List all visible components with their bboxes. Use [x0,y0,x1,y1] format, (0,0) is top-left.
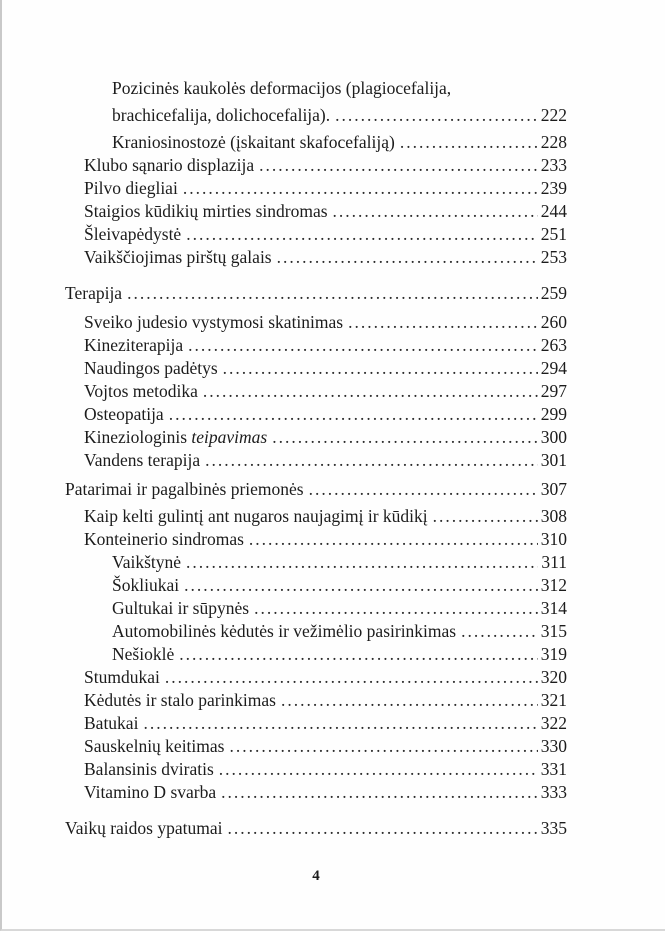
toc-entry-title [65,478,304,501]
toc-entry-title [84,505,428,528]
dot-leader [127,282,538,305]
toc-entry-page: 233 [540,155,567,175]
toc-entry-page: 320 [540,667,567,687]
dot-leader [229,735,537,758]
toc-entry-title [84,334,183,357]
dot-leader [169,403,538,426]
toc-entry-page: 319 [540,644,567,664]
toc-entry [65,200,567,223]
toc-entry-title-text: Kineziterapija [84,335,184,355]
toc-entry [65,505,567,528]
toc-entry-title [112,551,181,574]
toc-entry-page: 300 [540,427,567,447]
toc-entry-title [84,528,244,551]
toc-entry-title-text: Balansinis dviratis [84,759,214,779]
toc-entry-title [84,712,138,735]
toc-entry-title [84,758,214,781]
toc-entry-title [84,781,216,804]
toc-entry-page: 253 [540,247,567,267]
toc-entry-title [84,449,200,472]
dot-leader [281,689,538,712]
toc-entry [65,357,567,380]
toc-entry-title [84,177,178,200]
toc-entry [65,403,567,426]
toc-entry-title [112,131,395,154]
toc-entry [65,689,567,712]
toc-entry [65,104,567,127]
dot-leader [184,574,538,597]
dot-leader [219,758,538,781]
toc-entry [65,528,567,551]
toc-entry [65,380,567,403]
dot-leader [186,223,538,246]
toc-entry-page: 333 [540,782,567,802]
toc-entry-page: 310 [540,529,567,549]
toc-entry [65,334,567,357]
toc-entry-title-text: Vaikų raidos ypatumai [65,818,223,838]
dot-leader [183,177,538,200]
toc-entry-title-text: Vandens terapija [84,450,201,470]
toc-entry [65,712,567,735]
dot-leader [165,666,538,689]
toc-entry [65,282,567,305]
toc-entry-title [84,735,224,758]
toc-entry-page: 311 [541,552,567,572]
dot-leader [277,246,538,269]
toc-entry-title-text: Kėdutės ir stalo parinkimas [84,690,276,710]
toc-entry-title [84,426,267,449]
dot-leader [221,781,538,804]
dot-leader [223,357,538,380]
toc-entry-title [84,200,328,223]
toc-entry-page: 312 [540,575,567,595]
toc-entry-page: 260 [540,312,567,332]
toc-entry [65,758,567,781]
toc-entry-page: 294 [540,358,567,378]
dot-leader [143,712,537,735]
toc-entry [65,154,567,177]
toc-entry [65,426,567,449]
toc-entry-title-text: Pilvo diegliai [84,178,178,198]
toc-entry-title-text: Sauskelnių keitimas [84,736,225,756]
dot-leader [309,478,538,501]
toc-entry-title-text: Šleivapėdystė [84,224,182,244]
dot-leader [249,528,538,551]
toc-entry [65,223,567,246]
toc-entry-page: 251 [540,224,567,244]
toc-entry-page: 331 [540,759,567,779]
toc-entry [65,311,567,334]
toc-entry-title-text: Osteopatija [84,404,164,424]
toc-entry-title [84,311,343,334]
toc-entry-title-text: Automobilinės kėdutės ir vežimėlio pasirinkimas [112,621,457,641]
toc-entry-title-text: Kaip kelti gulintį ant nugaros naujagimį ir kūdikį [84,506,428,526]
toc-entry-page: 297 [540,381,567,401]
dot-leader [259,154,538,177]
toc-entry-title [84,223,181,246]
toc-entry-title [112,104,330,127]
toc-entry-page: 259 [540,283,567,303]
toc-entry-title [84,357,218,380]
dot-leader [205,449,538,472]
toc-entry [65,735,567,758]
toc-entry-page: 301 [540,450,567,470]
toc-entry-page: 308 [540,506,567,526]
toc-entry-title [84,154,254,177]
dot-leader [335,104,538,127]
dot-leader [272,426,538,449]
toc-entry-title [112,77,451,100]
toc-entry-title-text: Vojtos metodika [84,381,198,401]
dot-leader [227,817,537,840]
toc-entry-page: 315 [540,621,567,641]
toc-entry [65,246,567,269]
toc-entry-title [112,643,174,666]
toc-entry-title-text: Konteinerio sindromas [84,529,244,549]
toc-entry-page: 330 [540,736,567,756]
toc-entry-title-text: brachicefalija, dolichocefalija). [112,105,331,125]
toc-entry-title [84,246,272,269]
toc-entry-title [65,817,222,840]
toc-entry [65,781,567,804]
toc-entry-page: 239 [540,178,567,198]
dot-leader [188,334,538,357]
toc-entry-title-text: Vitamino D svarba [84,782,217,802]
toc-entry [65,551,567,574]
toc-entry-title-text: Kineziologinis [84,427,192,447]
toc-entry-title-text: Stumdukai [84,667,160,687]
dot-leader [433,505,538,528]
toc-entry-title [112,597,249,620]
toc-entry-title-text: Nešioklė [112,644,175,664]
toc-entry-title-text: Sveiko judesio vystymosi skatinimas [84,312,344,332]
toc-entry-page: 307 [540,479,567,499]
toc-entry-title [84,403,164,426]
toc-entry [65,177,567,200]
toc-entry-title-italic: teipavimas [191,427,268,447]
dot-leader [400,131,538,154]
toc-entry [65,574,567,597]
toc-entry [65,478,567,501]
toc-entry-page: 321 [540,690,567,710]
toc-entry [65,77,567,100]
toc-entry-page: 244 [540,201,567,221]
toc-entry-page: 335 [540,818,567,838]
page-number: 4 [312,868,320,884]
toc-list [65,0,567,840]
toc-entry [65,666,567,689]
toc-entry-title [84,689,276,712]
toc-entry-page: 228 [540,132,567,152]
dot-leader [254,597,538,620]
toc-entry-title-text: Patarimai ir pagalbinės priemonės [65,479,304,499]
toc-entry [65,131,567,154]
toc-entry-title [65,282,122,305]
toc-entry-title-text: Klubo sąnario displazija [84,155,255,175]
toc-entry [65,449,567,472]
toc-entry-page: 322 [540,713,567,733]
toc-entry [65,620,567,643]
toc-entry-title [84,380,198,403]
toc-entry-title-text: Terapija [65,283,123,303]
dot-leader [461,620,538,643]
toc-entry [65,597,567,620]
toc-entry-title [112,620,456,643]
toc-entry-title-text: Staigios kūdikių mirties sindromas [84,201,328,221]
dot-leader [333,200,538,223]
dot-leader [348,311,538,334]
toc-entry-title-text: Gultukai ir sūpynės [112,598,250,618]
dot-leader [203,380,538,403]
toc-entry [65,817,567,840]
toc-entry-page: 314 [540,598,567,618]
dot-leader [179,643,538,666]
toc-entry-page: 263 [540,335,567,355]
toc-entry-title [84,666,160,689]
toc-entry-page: 222 [540,105,567,125]
toc-entry-title-text: Batukai [84,713,139,733]
toc-entry-title-text: Pozicinės kaukolės deformacijos (plagiocefalija, [112,78,452,98]
toc-entry-title [112,574,179,597]
dot-leader [186,551,538,574]
toc-entry-title-text: Vaikštynė [112,552,182,572]
toc-entry-title-text: Vaikščiojimas pirštų galais [84,247,272,267]
toc-entry-page: 299 [540,404,567,424]
toc-entry [65,643,567,666]
toc-entry-title-text: Naudingos padėtys [84,358,218,378]
toc-entry-title-text: Kraniosinostozė (įskaitant skafocefaliją) [112,132,395,152]
toc-entry-title-text: Šokliukai [112,575,180,595]
